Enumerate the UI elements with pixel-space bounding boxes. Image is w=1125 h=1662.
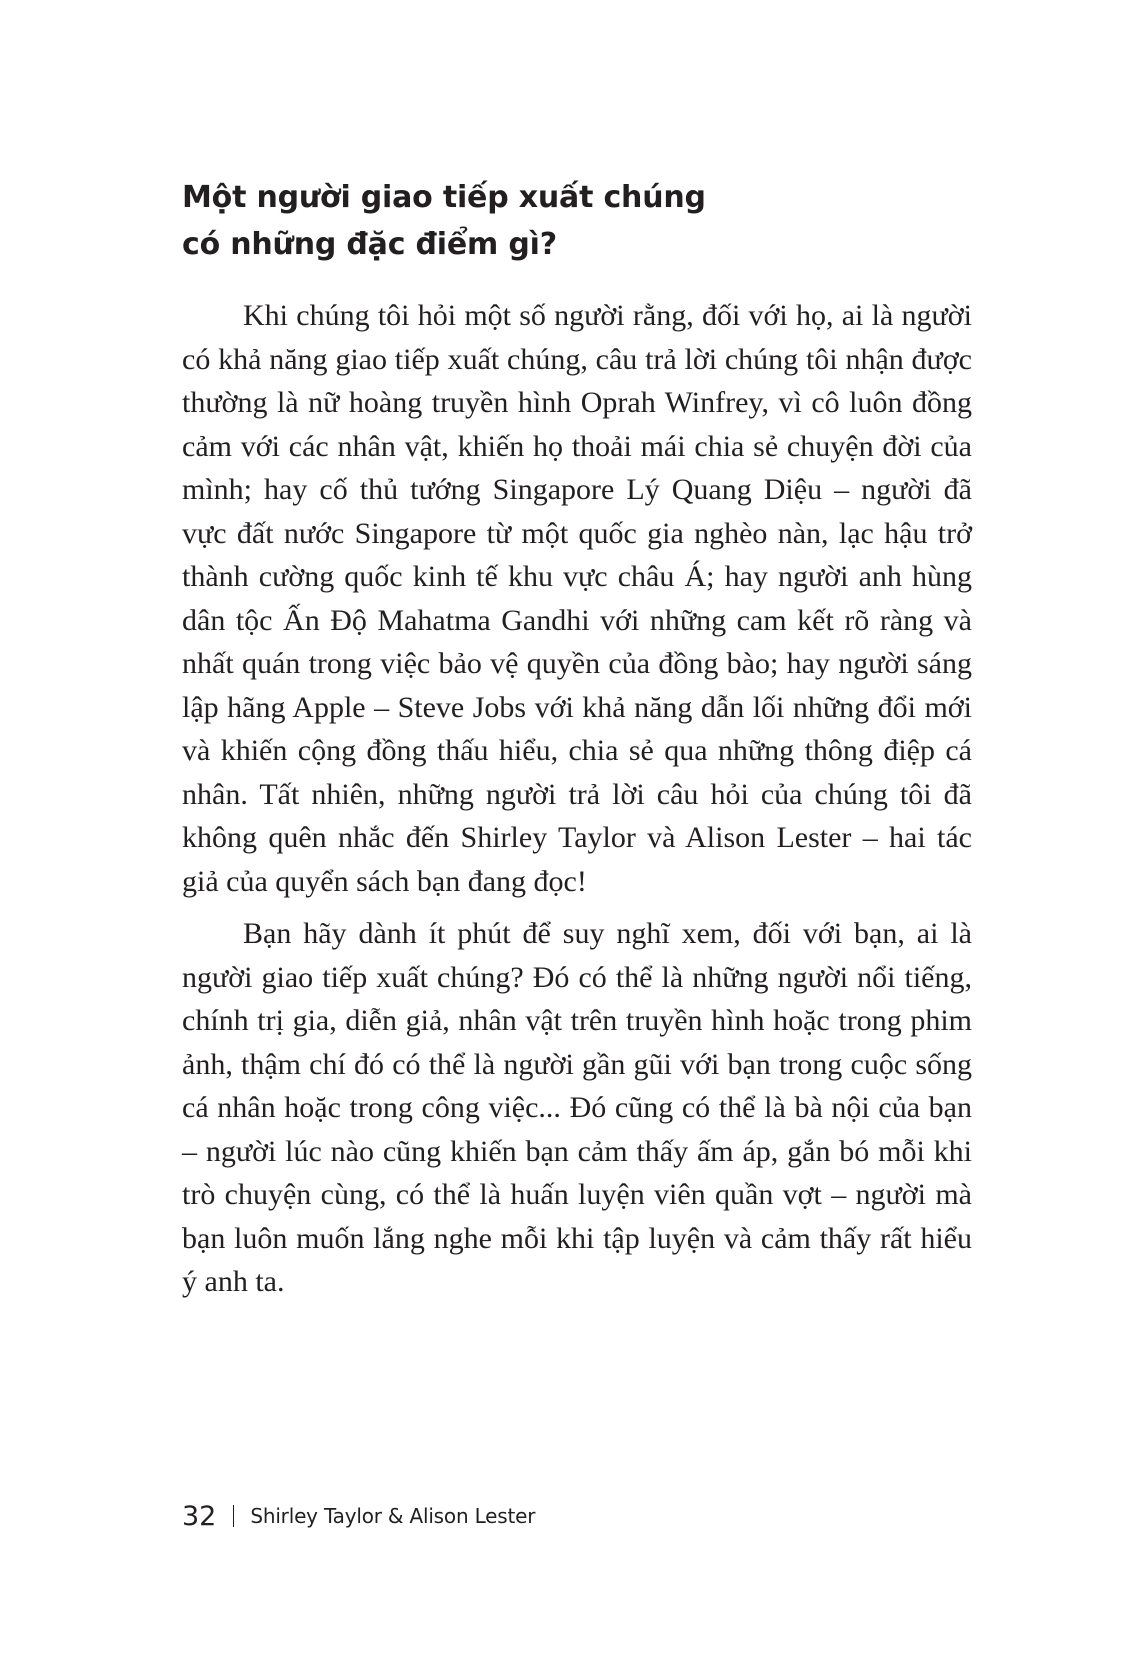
footer-authors: Shirley Taylor & Alison Lester: [250, 1504, 536, 1528]
section-heading-line-1: Một người giao tiếp xuất chúng: [182, 180, 706, 215]
section-heading-line-2: có những đặc điểm gì?: [182, 227, 557, 262]
section-heading: [182, 174, 942, 268]
page-footer: [182, 1496, 535, 1536]
paragraph-2: Bạn hãy dành ít phút để suy nghĩ xem, đối với bạn, ai là người giao tiếp xuất chúng? Đó có thể là những người nổi tiếng, chính trị gia, diễn giả, nhân vật trên truyền hình hoặc trong phim ảnh, thậm chí đó có thể là người gần gũi với bạn trong cuộc sống cá nhân hoặc trong công việc... Đó cũng có thể là bà nội của bạn – người lúc nào cũng khiến bạn cảm thấy ấm áp, gắn bó mỗi khi trò chuyện cùng, có thể là huấn luyện viên quần vợt – người mà bạn luôn muốn lắng nghe mỗi khi tập luyện và cảm thấy rất hiểu ý anh ta.: [182, 917, 972, 1298]
body-text: [182, 294, 972, 1304]
page-number: 32: [182, 1500, 217, 1532]
paragraph-1: Khi chúng tôi hỏi một số người rằng, đối với họ, ai là người có khả năng giao tiếp xuất chúng, câu trả lời chúng tôi nhận được thường là nữ hoàng truyền hình Oprah Winfrey, vì cô luôn đồng cảm với các nhân vật, khiến họ thoải mái chia sẻ chuyện đời của mình; hay cố thủ tướng Singapore Lý Quang Diệu – người đã vực đất nước Singapore từ một quốc gia nghèo nàn, lạc hậu trở thành cường quốc kinh tế khu vực châu Á; hay người anh hùng dân tộc Ấn Độ Mahatma Gandhi với những cam kết rõ ràng và nhất quán trong việc bảo vệ quyền của đồng bào; hay người sáng lập hãng Apple – Steve Jobs với khả năng dẫn lối những đổi mới và khiến cộng đồng thấu hiểu, chia sẻ qua những thông điệp cá nhân. Tất nhiên, những người trả lời câu hỏi của chúng tôi đã không quên nhắc đến Shirley Taylor và Alison Lester – hai tác giả của quyển sách bạn đang đọc!: [182, 299, 972, 898]
footer-separator: [233, 1505, 234, 1527]
